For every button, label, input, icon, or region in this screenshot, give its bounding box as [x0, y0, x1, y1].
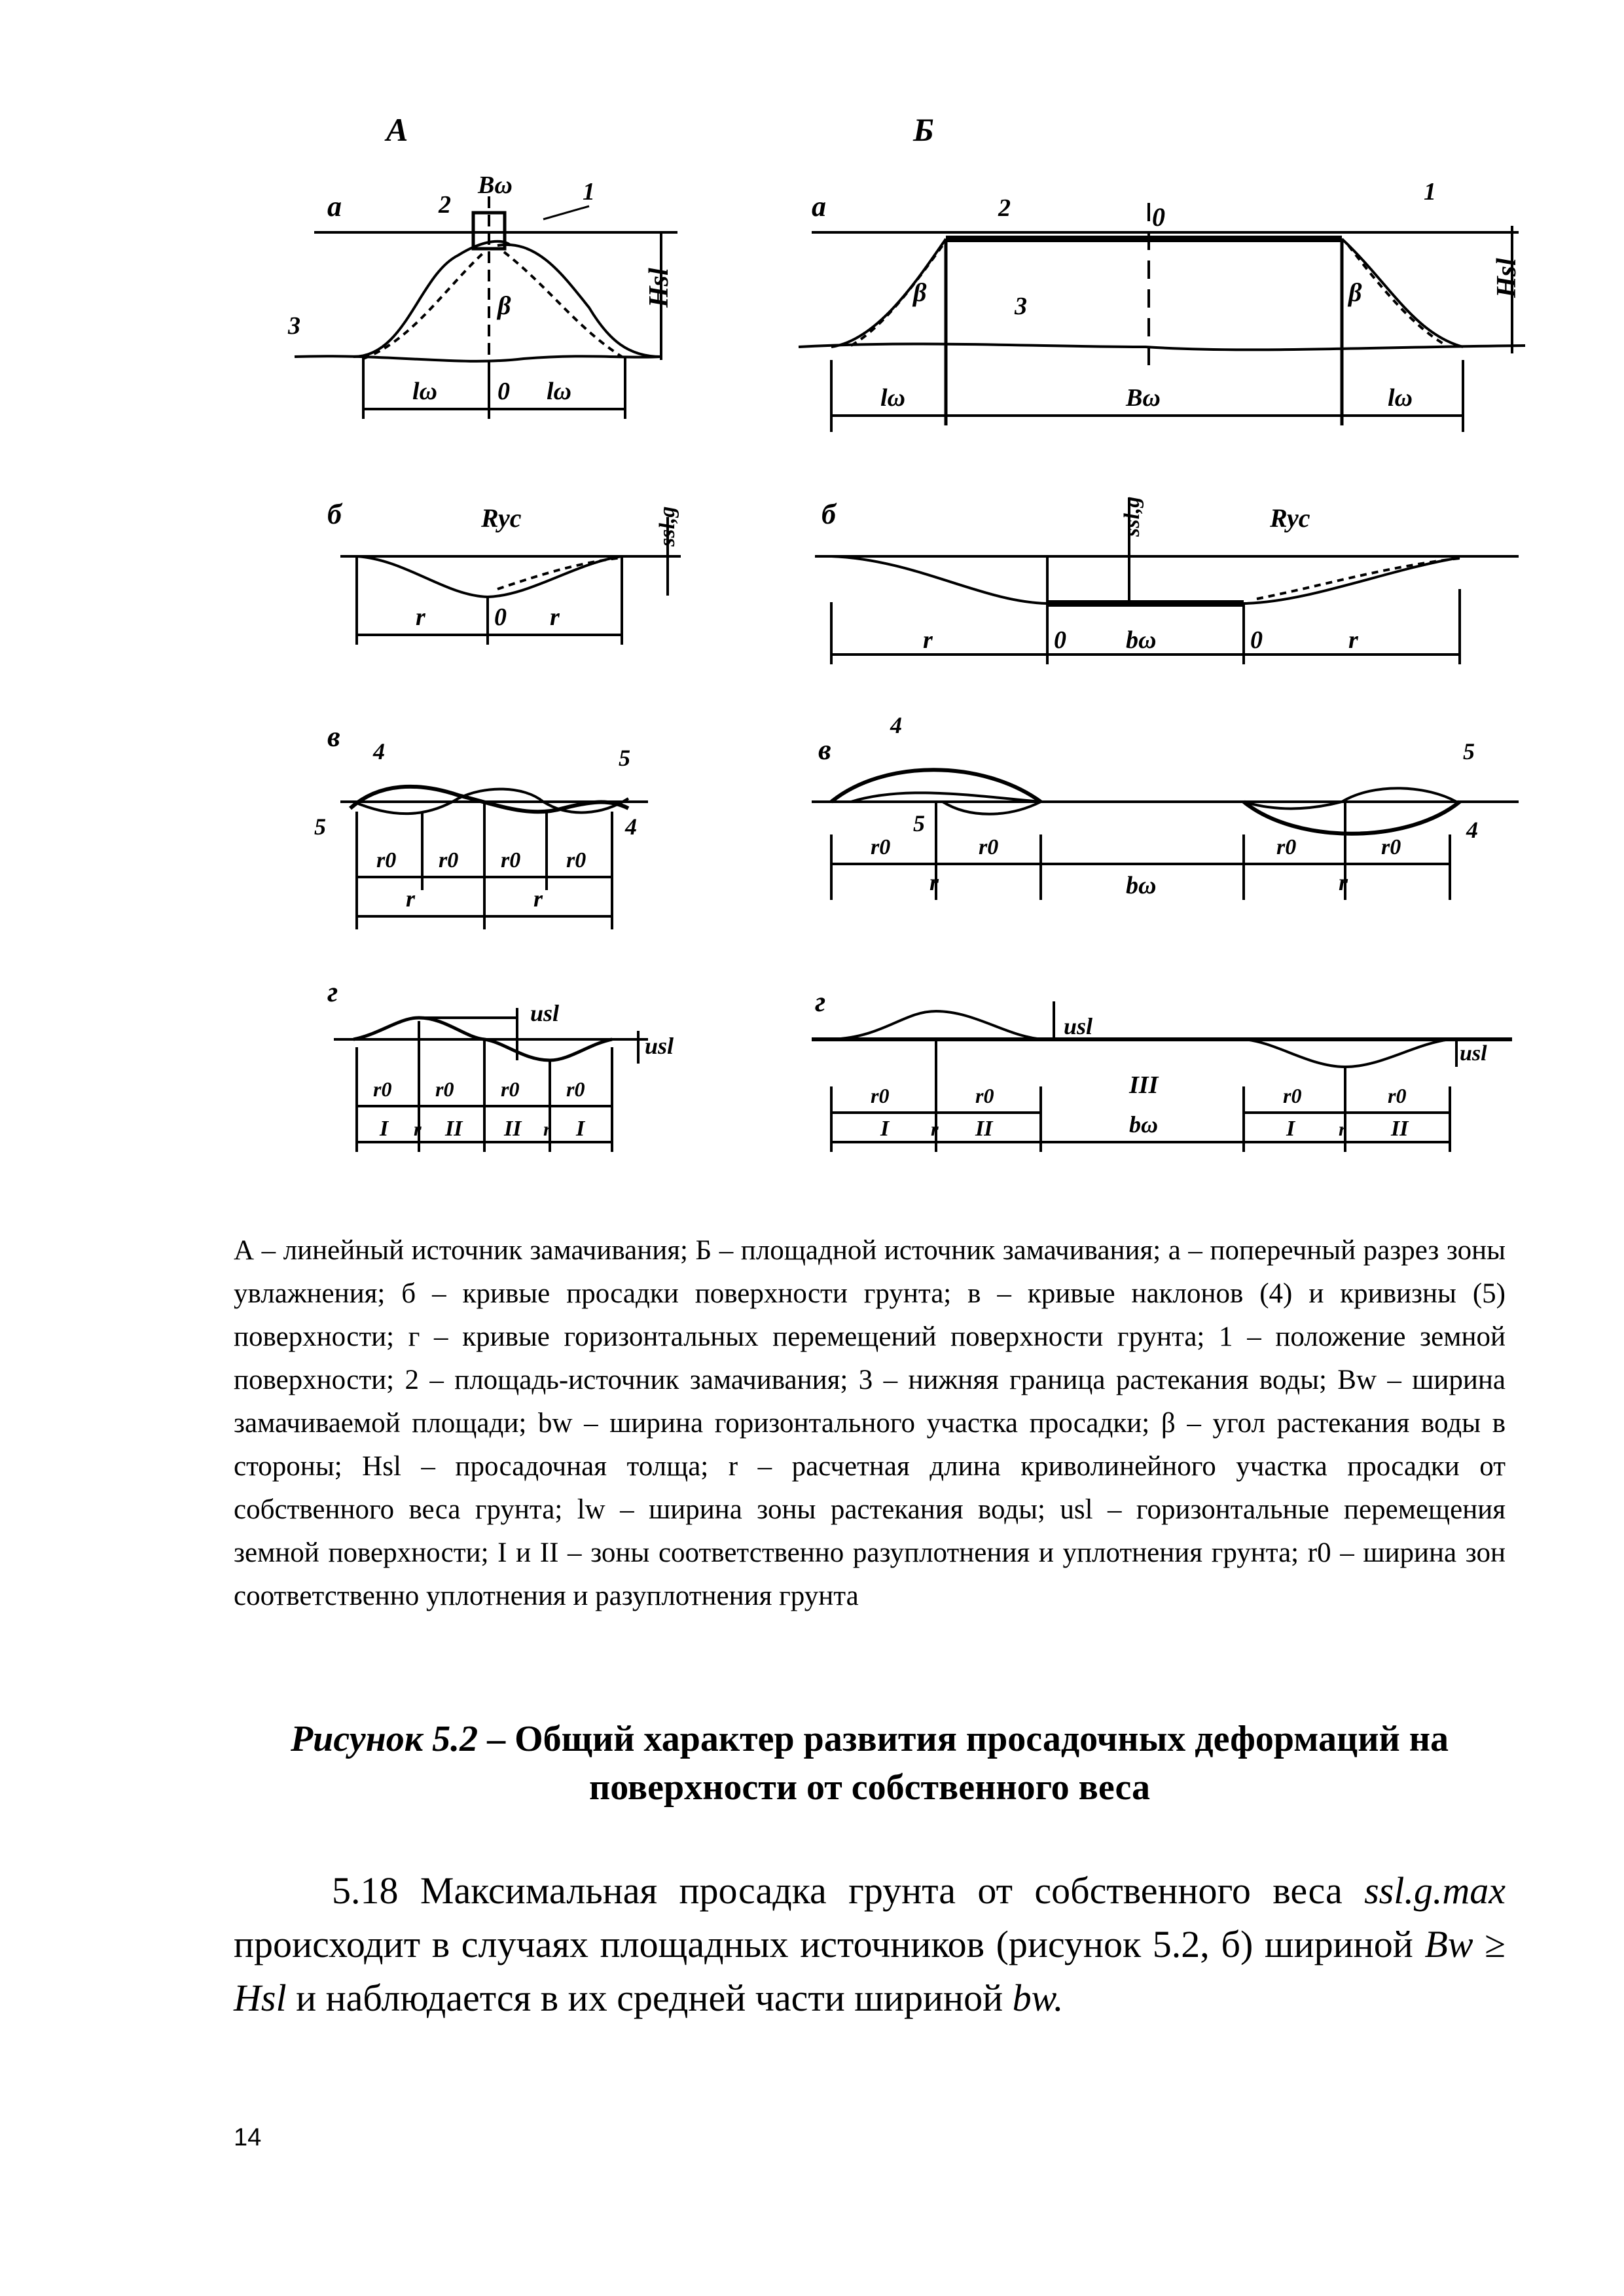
label-bw-bc: bω — [1126, 872, 1157, 899]
panel-label-a: а — [327, 190, 342, 223]
group-label-a: А — [386, 111, 408, 148]
label-5-b-top: 5 — [1463, 738, 1475, 764]
label-r-b-right: r — [1348, 626, 1358, 654]
label-hsl-b: Hsl — [1492, 258, 1522, 298]
label-zone-iii: III — [1129, 1071, 1159, 1099]
label-zone-ii-b1: II — [975, 1117, 993, 1141]
label-zone-ii-a2: II — [504, 1117, 522, 1141]
label-r-bd1: r — [931, 1119, 939, 1140]
panel-label-a-c: в — [327, 721, 340, 753]
label-r0-a1: r0 — [376, 848, 397, 872]
label-r-bd2: r — [1339, 1119, 1346, 1140]
label-3-a: 3 — [288, 312, 300, 340]
panel-b-d — [812, 986, 1512, 1152]
label-r-b-left: r — [923, 626, 933, 654]
label-ryc-b: Ryc — [1270, 503, 1310, 533]
figure-title-text: Общий характер развития просадочных деформаций на поверхности от собственного веса — [514, 1719, 1449, 1808]
label-bw-b: Bω — [1126, 384, 1161, 412]
label-2-a: 2 — [439, 191, 451, 219]
label-zone-ii-a1: II — [445, 1117, 463, 1141]
label-beta-a: β — [497, 291, 511, 320]
label-zone-i-a2: I — [576, 1117, 585, 1141]
label-bw-a: Bω — [478, 171, 513, 199]
label-r-bc-right: r — [1339, 869, 1348, 895]
label-r0-bd2: r0 — [975, 1084, 994, 1107]
label-usl-b1: usl — [1064, 1013, 1093, 1039]
label-ryc-a: Ryc — [481, 503, 522, 533]
label-r0-b3: r0 — [1276, 835, 1297, 859]
para-part-3: и наблюдается в их средней части шириной — [286, 1977, 1013, 2019]
label-r0-ad3: r0 — [501, 1077, 520, 1101]
label-r0-ad2: r0 — [435, 1077, 454, 1101]
label-0-a: 0 — [497, 378, 510, 405]
label-r0-b1: r0 — [871, 835, 891, 859]
figure-caption — [234, 1229, 1506, 1618]
panel-a-b — [327, 498, 681, 645]
panel-label-b-c: в — [818, 734, 831, 766]
label-r-a-left: r — [416, 603, 425, 631]
label-5-b-left: 5 — [913, 810, 925, 836]
label-4-b-right: 4 — [1466, 817, 1478, 843]
label-4-a-top: 4 — [373, 738, 385, 764]
label-4-b-top: 4 — [890, 712, 902, 738]
label-r-bc-left: r — [929, 869, 939, 895]
figure-title — [234, 1715, 1506, 1812]
figure-title-dash: – — [478, 1719, 515, 1759]
panel-a-d — [327, 976, 674, 1152]
label-lw-a-left: lω — [412, 378, 438, 405]
figure-number: Рисунок 5.2 — [290, 1719, 478, 1759]
para-s-max: ssl.g.max — [1364, 1869, 1506, 1912]
label-r0-bd4: r0 — [1388, 1084, 1407, 1107]
label-3-b: 3 — [1015, 293, 1027, 320]
panel-label-a-b: б — [327, 498, 342, 530]
body-paragraph — [234, 1864, 1506, 2025]
panel-b-b — [815, 497, 1519, 664]
page-number: 14 — [234, 2124, 262, 2151]
label-beta-b-left: β — [913, 278, 927, 307]
group-label-b: Б — [913, 111, 934, 148]
label-zone-i-b2: I — [1286, 1117, 1295, 1141]
label-r0-b2: r0 — [979, 835, 999, 859]
label-r0-a3: r0 — [501, 848, 521, 872]
label-5-a-left: 5 — [314, 814, 326, 840]
label-r0-bd3: r0 — [1283, 1084, 1302, 1107]
label-r0-a2: r0 — [439, 848, 459, 872]
label-usl-a2: usl — [645, 1033, 674, 1059]
label-2-b: 2 — [998, 194, 1011, 222]
panel-b-a — [799, 178, 1525, 432]
label-bw-bd: bω — [1129, 1111, 1159, 1138]
label-5-a-top: 5 — [619, 745, 630, 771]
label-4-a-right: 4 — [625, 814, 637, 840]
label-zone-i-b1: I — [880, 1117, 890, 1141]
para-ge: ≥ — [1473, 1923, 1506, 1965]
label-r0-a4: r0 — [566, 848, 586, 872]
para-part-2: происходит в случаях площадных источников (рисунок 5.2, б) шириной — [234, 1923, 1425, 1965]
label-usl-b2: usl — [1460, 1041, 1487, 1066]
label-r-ac-left: r — [406, 886, 416, 912]
label-zone-ii-b2: II — [1391, 1117, 1409, 1141]
label-ssl-b: ssl,g — [1120, 496, 1144, 537]
label-1-a: 1 — [583, 178, 595, 206]
label-r-ad1: r — [414, 1119, 422, 1140]
label-beta-b-right: β — [1348, 278, 1362, 307]
para-bw: Bw — [1424, 1923, 1473, 1965]
label-0-bb-right: 0 — [1250, 626, 1263, 654]
label-0-bb-left: 0 — [1054, 626, 1066, 654]
label-r-ad2: r — [543, 1119, 551, 1140]
label-r0-b4: r0 — [1381, 835, 1401, 859]
label-r-a-right: r — [550, 603, 560, 631]
panel-label-b-d: г — [815, 986, 826, 1018]
label-lw-a-right: lω — [547, 378, 572, 405]
label-r0-ad1: r0 — [373, 1077, 392, 1101]
label-lw-b-right: lω — [1388, 384, 1413, 412]
label-r-ac-right: r — [533, 886, 543, 912]
panel-a-a — [287, 171, 677, 419]
label-zone-i-a1: I — [380, 1117, 389, 1141]
panel-a-c — [314, 721, 648, 929]
label-lw-b-left: lω — [880, 384, 906, 412]
label-r0-ad4: r0 — [566, 1077, 585, 1101]
panel-label-a-d: г — [327, 976, 338, 1008]
para-part-1: 5.18 Максимальная просадка грунта от собственного веса — [332, 1869, 1365, 1912]
label-ssl-a: ssl,g — [655, 506, 679, 547]
panel-b-c — [812, 712, 1519, 900]
label-0-b: 0 — [1152, 202, 1165, 232]
panel-label-b-b: б — [821, 498, 836, 530]
label-hsl-a: Hsl — [644, 268, 674, 308]
para-bw-small: bw. — [1012, 1977, 1064, 2019]
label-bw-bb: bω — [1126, 626, 1157, 654]
label-0-ab: 0 — [494, 603, 507, 631]
para-hsl: Hsl — [234, 1977, 287, 2019]
panel-label-b-a: а — [812, 190, 826, 223]
label-1-b: 1 — [1424, 178, 1436, 206]
caption-text: А – линейный источник замачивания; Б – площадной источник замачивания; а – поперечный разрез зоны увлажнения; б – кривые просадки поверхности грунта; в – кривые наклонов (4) и кривизны (5) поверхности; г – кривые горизонтальных перемещений поверхности грунта; 1 – положение земной поверхности; 2 – площадь-источник замачивания; 3 – нижняя граница растекания воды; Bw – ширина замачиваемой площади; bw – ширина горизонтального участка просадки; β – угол растекания воды в стороны; Hsl – просадочная толща; r – расчетная длина криволинейного участка просадки от собственного веса грунта; lw – ширина зоны растекания воды; usl – горизонтальные перемещения земной поверхности; I и II – зоны соответственно разуплотнения и уплотнения грунта; r0 – ширина зон соответственно уплотнения и разуплотнения грунта — [234, 1235, 1506, 1611]
label-r0-bd1: r0 — [871, 1084, 890, 1107]
label-usl-a1: usl — [530, 1000, 560, 1026]
